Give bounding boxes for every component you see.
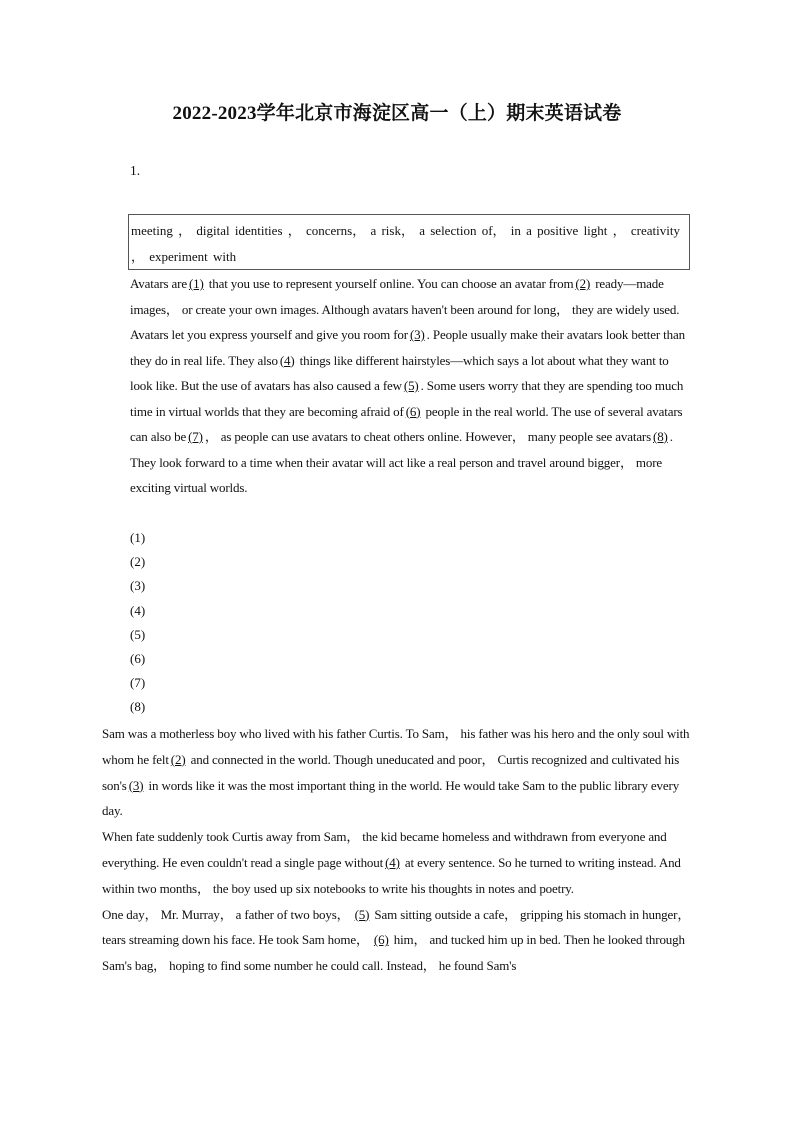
text-segment: . Some users worry that they are spending too much time in virtual worlds that they are becoming afraid of — [130, 378, 684, 419]
passage-2-paragraph-2 — [102, 824, 692, 901]
passage-1 — [130, 271, 692, 501]
blank-3: (3) — [409, 327, 425, 342]
blank-p2-4: (4) — [385, 854, 400, 870]
answer-line-7[interactable]: (7) — [130, 675, 146, 691]
answer-line-3[interactable]: (3) — [130, 578, 146, 594]
text-segment: Sam was a motherless boy who lived with his father Curtis. To Sam， his father was his hero and the only soul with whom he felt — [102, 726, 690, 767]
text-segment: things like different hairstyles—which says a lot about what they want to look like. But the use of avatars has also caused a few — [130, 352, 669, 393]
blank-p2-3: (3) — [128, 777, 144, 793]
text-segment: . They look forward to a time when their avatar will act like a real person and travel around bigger， more exciting virtual worlds. — [130, 429, 673, 495]
blank-2: (2) — [575, 276, 591, 291]
passage-1-paragraph-1 — [130, 271, 692, 322]
text-segment: Avatars are — [130, 276, 187, 291]
blank-p2-5: (5) — [354, 906, 370, 922]
passage-2-paragraph-3 — [102, 902, 692, 979]
blank-4: (4) — [279, 352, 295, 368]
text-segment: people in the real world. The use of several avatars can also be — [130, 403, 683, 444]
word-bank-box: meeting ， digital identities ， concerns， a risk， a selection of， in a positive light ， creativity ， experiment with — [128, 214, 690, 270]
text-segment: . People usually make their avatars look better than they do in real life. They also — [130, 327, 685, 368]
passage-1-paragraph-2 — [130, 322, 692, 501]
answer-line-4[interactable]: (4) — [130, 602, 146, 618]
answer-line-8[interactable]: (8) — [130, 699, 146, 715]
text-segment: Avatars let you express yourself and give you room for — [130, 327, 408, 342]
text-segment: him， and tucked him up in bed. Then he looked through Sam's bag， hoping to find some number he could call. Instead， he found Sam's — [102, 932, 685, 974]
answer-line-1[interactable]: (1) — [130, 530, 146, 545]
blank-6: (6) — [405, 403, 421, 419]
text-segment: Sam sitting outside a cafe， gripping his stomach in hunger， tears streaming down his face. He took Sam home， — [102, 906, 691, 948]
passage-2-paragraph-1 — [102, 721, 692, 824]
blank-p2-2: (2) — [170, 751, 186, 767]
answer-line-2[interactable]: (2) — [130, 554, 146, 570]
text-segment: One day， Mr. Murray， a father of two boys， — [102, 906, 353, 922]
blank-1: (1) — [188, 276, 204, 291]
text-segment: that you use to represent yourself online. You can choose an avatar from — [205, 276, 574, 291]
text-segment: ready—made images， or create your own images. Although avatars haven't been around for long， they are widely used. — [130, 276, 680, 317]
text-segment: ， as people can use avatars to cheat others online. However， many people see avatars — [204, 429, 652, 444]
answer-line-5[interactable]: (5) — [130, 626, 146, 642]
page-title: 2022-2023学年北京市海淀区高一（上）期末英语试卷 — [172, 103, 622, 124]
question-number: 1. — [130, 163, 141, 178]
answer-line-6[interactable]: (6) — [130, 650, 146, 666]
blank-8: (8) — [653, 429, 668, 444]
answer-list — [130, 526, 145, 720]
blank-p2-6: (6) — [373, 932, 389, 948]
text-segment: and connected in the world. Though uneducated and poor， Curtis recognized and cultivated his son's — [102, 751, 680, 793]
passage-2 — [102, 721, 692, 979]
blank-7: (7) — [188, 429, 203, 444]
blank-5: (5) — [403, 378, 419, 393]
text-segment: at every sentence. So he turned to writing instead. And within two months， the boy used up six notebooks to write his thoughts in notes and poetry. — [102, 854, 681, 896]
text-segment: When fate suddenly took Curtis away from Sam， the kid became homeless and withdrawn from everyone and everything. He even couldn't read a single page without — [102, 829, 667, 870]
text-segment: in words like it was the most important thing in the world. He would take Sam to the public library every day. — [102, 777, 680, 819]
